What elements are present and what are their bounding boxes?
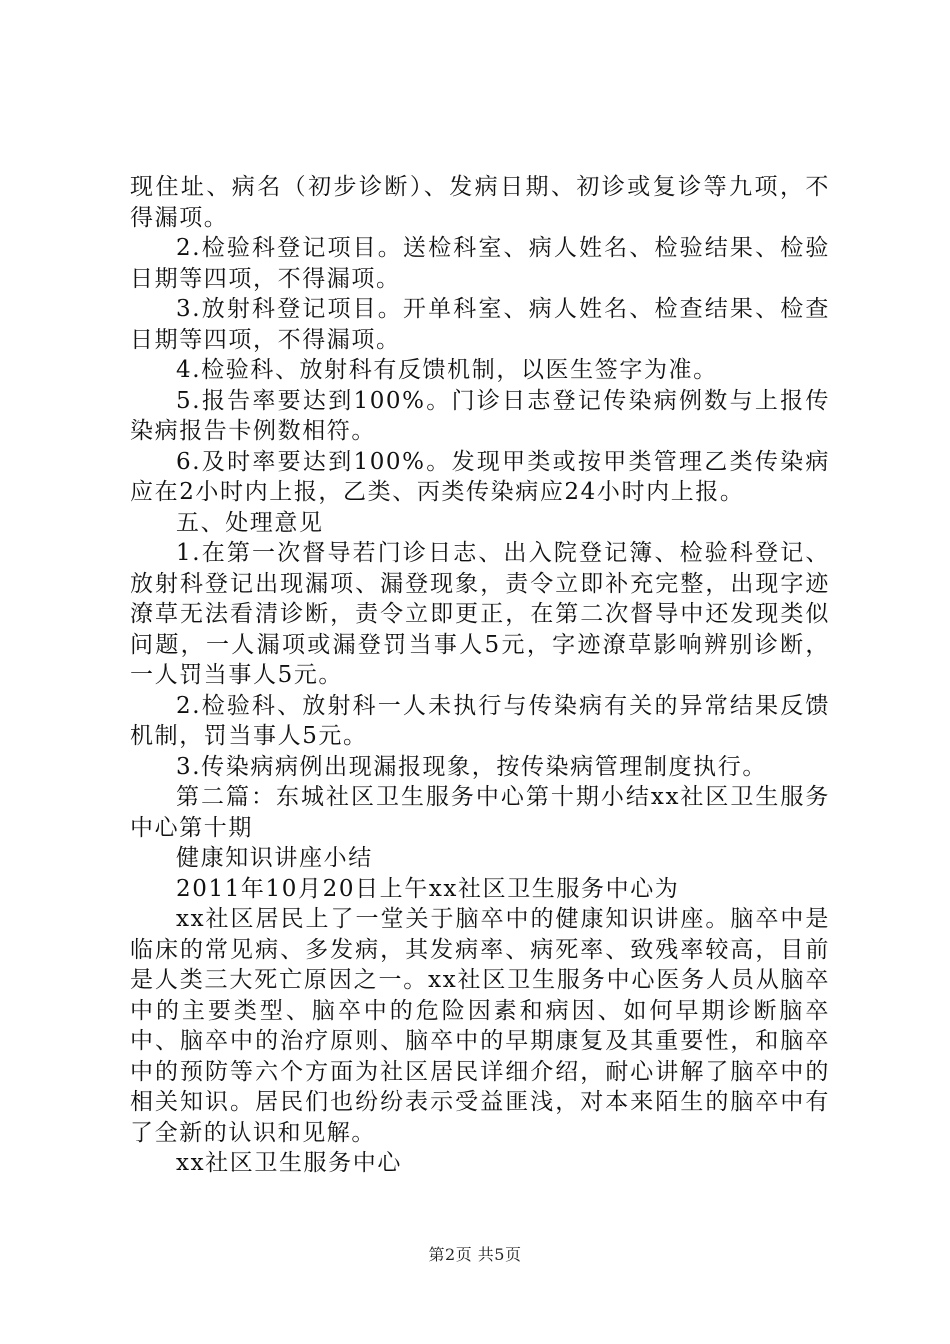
paragraph: 现住址、病名（初步诊断）、发病日期、初诊或复诊等九项，不得漏项。 <box>130 174 830 231</box>
paragraph: 2.检验科登记项目。送检科室、病人姓名、检验结果、检验日期等四项，不得漏项。 <box>130 235 830 292</box>
signature-line: xx社区卫生服务中心 <box>176 1150 402 1176</box>
section-heading: 五、处理意见 <box>176 509 324 536</box>
page-number-footer: 第2页 共5页 <box>428 1245 522 1264</box>
paragraph: 5.报告率要达到100%。门诊日志登记传染病例数与上报传染病报告卡例数相符。 <box>130 387 830 444</box>
document-body <box>130 172 830 1179</box>
paragraph: 1.在第一次督导若门诊日志、出入院登记簿、检验科登记、放射科登记出现漏项、漏登现象，责令立即补充完整，出现字迹潦草无法看清诊断，责令立即更正，在第二次督导中还发现类似问题，一人漏项或漏登罚当事人5元，字迹潦草影响辨别诊断，一人罚当事人5元。 <box>130 540 830 688</box>
paragraph: 2011年10月20日上午xx社区卫生服务中心为 <box>176 875 680 902</box>
article-subtitle: 健康知识讲座小结 <box>176 845 373 871</box>
paragraph: xx社区居民上了一堂关于脑卒中的健康知识讲座。脑卒中是临床的常见病、多发病，其发病率、病死率、致残率较高，目前是人类三大死亡原因之一。xx社区卫生服务中心医务人员从脑卒中的主要类型、脑卒中的危险因素和病因、如何早期诊断脑卒中、脑卒中的治疗原则、脑卒中的早期康复及其重要性，和脑卒中的预防等六个方面为社区居民详细介绍，耐心讲解了脑卒中的相关知识。居民们也纷纷表示受益匪浅，对本来陌生的脑卒中有了全新的认识和见解。 <box>130 906 830 1146</box>
paragraph: 6.及时率要达到100%。发现甲类或按甲类管理乙类传染病应在2小时内上报，乙类、丙类传染病应24小时内上报。 <box>130 448 830 505</box>
paragraph: 3.传染病病例出现漏报现象，按传染病管理制度执行。 <box>176 753 767 780</box>
paragraph: 2.检验科、放射科一人未执行与传染病有关的异常结果反馈机制，罚当事人5元。 <box>130 692 830 749</box>
paragraph: 3.放射科登记项目。开单科室、病人姓名、检查结果、检查日期等四项，不得漏项。 <box>130 296 830 353</box>
article-title: 第二篇：东城社区卫生服务中心第十期小结xx社区卫生服务中心第十期 <box>130 784 830 841</box>
paragraph: 4.检验科、放射科有反馈机制，以医生签字为准。 <box>176 357 718 383</box>
